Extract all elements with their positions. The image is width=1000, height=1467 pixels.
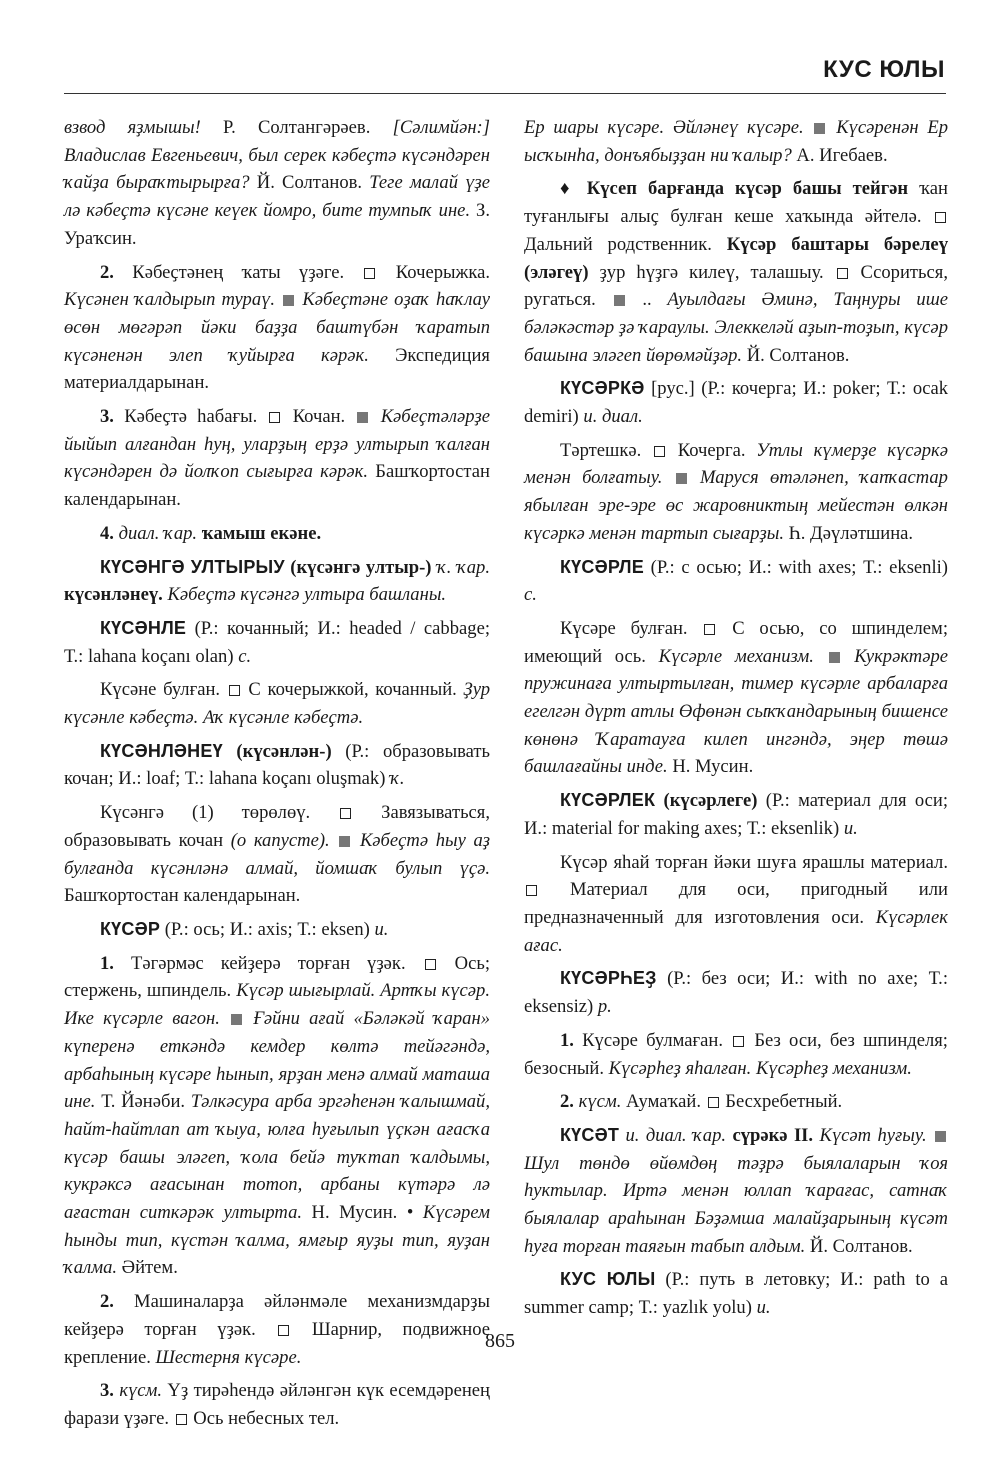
- italic-text: Күсәрле механизм.: [658, 645, 814, 667]
- dictionary-paragraph: [64, 799, 490, 910]
- text-run: Шарнир, подвижное крепление.: [64, 1318, 490, 1368]
- text-run: [662, 467, 673, 488]
- text-run: Материал для оси, пригодный или предназначенный для изготовления оси.: [524, 879, 948, 928]
- text-run: Тәртешкә.: [560, 439, 653, 461]
- text-run: Т. Йәнәби.: [95, 1091, 191, 1113]
- dictionary-paragraph: [524, 615, 948, 781]
- text-run: [689, 467, 700, 488]
- italic-text: и.: [843, 817, 858, 839]
- text-run: Күсәнгә (1) төрөлөү.: [100, 802, 339, 824]
- italic-text: ҡ. ҡар.: [437, 556, 490, 578]
- bold-text: 3.: [100, 406, 114, 428]
- text-run: А. Игебаев.: [791, 144, 888, 166]
- text-run: Башҡортостан календарынан.: [64, 461, 490, 511]
- text-run: [927, 1125, 933, 1146]
- italic-text: и. диал.: [583, 406, 643, 428]
- italic-text: Күсәнен ҡалдырып тураү.: [64, 289, 276, 311]
- bold-text: ♦ Күсеп барғанда күсәр башы тейгән: [560, 178, 909, 200]
- dictionary-paragraph: [64, 259, 490, 398]
- text-run: Кочерга.: [667, 439, 757, 461]
- italic-text: Күсәренән Ер ысҡынһа, донъябыҙҙан ни ҡалыр?: [524, 117, 948, 166]
- italic-text: взвод яҙмышы!: [64, 117, 201, 138]
- example-marker-icon: [829, 652, 840, 663]
- bold-text: күсәнләнеү.: [64, 584, 163, 606]
- dictionary-entry-head: [524, 787, 948, 842]
- headword: КҮСӘР: [100, 918, 161, 939]
- text-run: Ось; стержень, шпиндель.: [64, 952, 490, 1002]
- text-run: Күсәре булған.: [560, 617, 703, 639]
- dictionary-entry-head: [64, 554, 490, 609]
- text-run: Экспедиция материалдарынан.: [64, 344, 490, 394]
- text-run: Күсәре булмаған.: [573, 1029, 732, 1051]
- translation-marker-icon: [176, 1414, 187, 1425]
- bold-text: 3.: [100, 1380, 114, 1402]
- text-run: Кәбеҫтәнең ҡаты үҙәге.: [113, 261, 363, 283]
- italic-text: с.: [238, 645, 252, 667]
- text-run: [244, 1008, 253, 1029]
- text-run: (Р.: путь в летовку; И.: path to a summer camp; Т.: yazlık yolu): [524, 1269, 948, 1319]
- text-run: Күсәр яһай торған йәки шуға ярашлы материал.: [560, 851, 948, 873]
- italic-text: Шул төндө өйөмдөң тәҙрә быялаларын ҡоя һуктылар. Иртә менән юллап ҡарағас, сатнаҡ быялалар араһынан Бәҙәмша малайҙарының күсәт һуға торған таяғын табып алдым.: [524, 1152, 948, 1257]
- text-run: ҡан туғанлығы алыҫ булған кеше хаҡында әйтелә.: [524, 178, 948, 228]
- text-run: Үҙ тирәһендә әйләнгән күк есемдәренең фарази үҙәге.: [64, 1380, 490, 1429]
- text-run: Й. Солтанов.: [742, 344, 850, 366]
- bold-text: (күсәнгә ултыр-): [284, 556, 432, 578]
- text-run: [842, 646, 855, 667]
- translation-marker-icon: [654, 446, 665, 457]
- italic-text: Күсәт һуғыу.: [819, 1124, 927, 1146]
- text-run: [рус.] (Р.: кочерга; И.: poker; Т.: ocak demiri): [524, 378, 948, 428]
- running-header: КУС ЮЛЫ: [823, 56, 945, 83]
- italic-text: күсм.: [578, 1091, 622, 1113]
- text-run: (Р.: ось; И.: axis; Т.: eksen): [160, 918, 375, 940]
- text-run: Н. Мусин. •: [302, 1202, 423, 1224]
- translation-marker-icon: [935, 212, 946, 223]
- translation-marker-icon: [364, 268, 375, 279]
- dictionary-paragraph: [524, 175, 948, 369]
- italic-text: Кукрәктәре пружинаға ултыртылған, тимер күсәрле арбаларға егелгән дүрт атлы Өфөнән сыҡҡандарының бишенсе көнөнә Ҡаратауға килеп ингәндә, эңер төшә башлағайны инде.: [524, 645, 949, 778]
- text-run: [220, 1008, 229, 1029]
- italic-text: ҡ.: [390, 768, 405, 790]
- italic-text: диал. ҡар.: [118, 522, 198, 544]
- dictionary-paragraph: [64, 403, 490, 514]
- italic-text: Кәбеҫтә һыу аҙ булғанда күсәнләнә алмай, йомшаҡ булып үҫә.: [64, 829, 490, 879]
- italic-text: Кәбеҫтә күсәнгә ултыра башланы.: [167, 584, 447, 606]
- text-run: Кәбеҫтә һабағы.: [113, 406, 268, 428]
- dictionary-paragraph: [64, 520, 490, 548]
- example-marker-icon: [814, 123, 825, 134]
- headword: КҮСӘРЛЕК: [560, 790, 656, 811]
- example-marker-icon: [231, 1014, 242, 1025]
- headword: КҮСӘРКӘ: [560, 378, 645, 399]
- bold-text: (күсәрлеге): [655, 790, 758, 812]
- bold-text: 4.: [100, 522, 114, 544]
- text-run: Й. Солтанов.: [249, 172, 370, 194]
- dictionary-paragraph: [524, 1027, 948, 1082]
- text-run: Н. Мусин.: [667, 756, 754, 778]
- example-marker-icon: [339, 836, 350, 847]
- italic-text: (о капусте).: [230, 829, 330, 851]
- headword: КУС ЮЛЫ: [560, 1269, 656, 1290]
- bold-text: 1.: [560, 1029, 574, 1051]
- text-run: (Р.: образовывать кочан; И.: loaf; Т.: lahana koçanı oluşmak): [64, 740, 490, 790]
- bold-text: 2.: [100, 261, 114, 283]
- text-run: Аумаҡай.: [621, 1091, 706, 1113]
- translation-marker-icon: [526, 885, 537, 896]
- translation-marker-icon: [229, 685, 240, 696]
- text-run: [804, 117, 813, 138]
- text-run: Ось небесных тел.: [188, 1407, 340, 1429]
- translation-marker-icon: [733, 1036, 744, 1047]
- italic-text: Күсәрһеҙ яһалған. Күсәрһеҙ механизм.: [608, 1057, 912, 1079]
- italic-text: Теге малай үҙе лә кәбеҫтә күсәне кеүек йомро, бите тумпыҡ ине.: [64, 172, 490, 222]
- italic-text: Ҙур күсәнле кәбеҫтә. Аҡ күсәнле кәбеҫтә.: [64, 679, 490, 729]
- dictionary-paragraph: [524, 849, 948, 960]
- italic-text: Маруся өтәләнеп, ҡапҡастар ябылған эре-эре өс жаровниктың мейестән өлкән күсәркә менән тартып сығарҙы.: [524, 467, 948, 544]
- headword: КҮСӘНЛЕ: [100, 617, 187, 638]
- text-run: ..: [626, 289, 668, 311]
- italic-text: Кәбеҫтәләрҙе йыйып алғандан һуң, уларҙың ерҙә ултырып ҡалған күсәндәрен дә йолҡоп сығырға кәрәк.: [64, 406, 491, 483]
- example-marker-icon: [676, 473, 687, 484]
- dictionary-entry-head: [524, 375, 948, 430]
- translation-marker-icon: [340, 808, 351, 819]
- right-column: [524, 114, 948, 1322]
- text-run: [352, 830, 360, 851]
- dictionary-entry-head: [64, 738, 490, 793]
- italic-text: с.: [524, 584, 537, 606]
- headword: КҮСӘРҺЕҘ: [560, 968, 657, 989]
- text-run: С кочерыжкой, кочанный.: [241, 679, 464, 701]
- italic-text: күсм.: [119, 1380, 163, 1402]
- text-run: Күсәне булған.: [100, 679, 227, 701]
- dictionary-paragraph: [524, 1088, 948, 1116]
- text-run: (Р.: без оси; И.: with no axe; Т.: eksensiz): [524, 968, 948, 1018]
- dictionary-paragraph: [64, 1377, 490, 1432]
- italic-text: Шестерня күсәре.: [155, 1346, 302, 1368]
- italic-text: Күсәр шығырлай. Артҡы күсәр. Ике күсәрле вагон.: [64, 980, 490, 1030]
- text-run: Машиналарҙа әйләнмәле механизмдарҙы кейҙерә торған үҙәк.: [64, 1291, 490, 1340]
- italic-text: Күсәрлек ағас.: [524, 906, 948, 956]
- text-run: [370, 406, 380, 427]
- text-run: (Р.: материал для оси; И.: material for making axes; Т.: eksenlik): [524, 790, 948, 839]
- example-marker-icon: [357, 412, 368, 423]
- translation-marker-icon: [425, 959, 436, 970]
- text-run: [330, 830, 338, 851]
- italic-text: Күсәрем һынды тип, күстән ҡалма, ямғыр яуҙы тип, яуҙан ҡалма.: [64, 1202, 490, 1279]
- text-run: (Р.: с осью; И.: with axes; Т.: eksenli): [643, 556, 948, 578]
- text-run: Завязываться, образовывать кочан: [64, 802, 490, 851]
- text-run: (Р.: кочанный; И.: headed / cabbage; Т.: lahana koçanı olan): [64, 617, 490, 667]
- headword: КҮСӘТ: [560, 1124, 620, 1145]
- bold-text: сүрәкә II.: [732, 1124, 814, 1146]
- text-run: Без оси, без шпинделя; безосный.: [524, 1029, 948, 1079]
- left-column: [64, 114, 490, 1433]
- text-run: Й. Солтанов.: [805, 1235, 913, 1257]
- dictionary-entry-head: [524, 1122, 948, 1261]
- text-run: [275, 289, 281, 310]
- italic-text: Ер шары күсәре. Әйләнеү күсәре.: [524, 117, 804, 138]
- italic-text: Кәбеҫтәне оҙаҡ һаҡлау өсөн мөгәрәп йәки баҙҙа баштүбән ҡаратып күсәненән элеп ҡуйырға кәрәк.: [64, 289, 490, 366]
- dictionary-paragraph: [64, 114, 490, 253]
- translation-marker-icon: [269, 412, 280, 423]
- italic-text: и.: [756, 1297, 771, 1319]
- text-run: Һ. Дәүләтшина.: [784, 522, 914, 544]
- text-run: Ссориться, ругаться.: [524, 261, 948, 311]
- text-run: Бесхребетный.: [720, 1091, 843, 1113]
- italic-text: Утлы күмерҙе күсәркә менән болғатыу.: [524, 439, 948, 489]
- text-run: Кочерыжка.: [377, 261, 490, 283]
- italic-text: [Сәлимйән:] Владислав Евгеньевич, был серек кәбеҫтә күсәндәрен ҡайҙа быраҡтырырға?: [64, 117, 490, 194]
- dictionary-entry-head: [64, 916, 490, 944]
- text-run: С осью, со шпинделем; имеющий ось.: [524, 617, 948, 667]
- bold-text: 2.: [560, 1091, 574, 1113]
- text-run: Әйтем.: [117, 1257, 178, 1279]
- text-run: [814, 646, 827, 667]
- dictionary-entry-head: [524, 965, 948, 1020]
- bold-text: 2.: [100, 1291, 114, 1313]
- headword: КҮСӘНЛӘНЕҮ: [100, 740, 223, 761]
- example-marker-icon: [283, 295, 294, 306]
- dictionary-entry-head: [524, 1266, 948, 1321]
- translation-marker-icon: [837, 268, 848, 279]
- italic-text: р.: [597, 996, 612, 1018]
- italic-text: Ғәйни ағай «Бәләкәй ҡаран» күперенә еткәндә кемдер көлтә тейәгәндә, арбаһының күсәре һынып, ярҙан менә алмай маташа ине.: [64, 1008, 490, 1113]
- dictionary-paragraph: [524, 437, 948, 548]
- dictionary-paragraph: [64, 950, 490, 1282]
- italic-text: и.: [374, 918, 389, 940]
- translation-marker-icon: [708, 1097, 719, 1108]
- text-run: [827, 117, 836, 138]
- dictionary-paragraph: [64, 676, 490, 731]
- text-run: З. Ураҡсин.: [64, 200, 490, 249]
- header-rule: [64, 93, 946, 94]
- text-run: Кочан.: [282, 406, 356, 428]
- italic-text: и. диал. ҡар.: [625, 1124, 727, 1146]
- headword: КҮСӘРЛЕ: [560, 556, 644, 577]
- dictionary-entry-head: [64, 615, 490, 670]
- dictionary-paragraph: [524, 114, 948, 169]
- text-run: Тәгәрмәс кейҙерә торған үҙәк.: [113, 952, 423, 974]
- text-run: Р. Солтангәрәев.: [200, 117, 393, 138]
- example-marker-icon: [935, 1131, 946, 1142]
- dictionary-entry-head: [524, 554, 948, 609]
- text-run: Дальний родственник.: [524, 233, 727, 255]
- bold-text: 1.: [100, 952, 114, 974]
- bold-text: (күсәнлән-): [222, 740, 332, 762]
- bold-text: ҡамыш екәне.: [201, 522, 322, 544]
- headword: КҮСӘНГӘ УЛТЫРЫУ: [100, 556, 285, 577]
- page-number: 865: [485, 1330, 515, 1352]
- text-run: ҙур һүҙгә килеү, талашыу.: [588, 261, 835, 283]
- translation-marker-icon: [704, 624, 715, 635]
- italic-text: Тәлкәсура арба эргәһенән ҡалышмай, һайт-һайтлап ат ҡыуа, юлға һуғылып үҫкән ағасҡа күсәр башы эләгеп, ҡола бейә туҡтап ҡалдымы, кукрәксә ағасынан тотоп, арбаны күтәрә лә ағастан ситкәрәк ултырта.: [64, 1091, 490, 1224]
- example-marker-icon: [614, 295, 625, 306]
- bold-text: Күсәр баштары бәрелеү (эләгеү): [524, 233, 948, 283]
- text-run: Башҡортостан календарынан.: [64, 885, 301, 907]
- italic-text: Ауылдағы Әминә, Таңнуры ише бәләкәстәр ҙә ҡараулы. Элеккеләй аҙып-тоҙып, күсәр башына эләгеп йөрөмәйҙәр.: [524, 289, 948, 366]
